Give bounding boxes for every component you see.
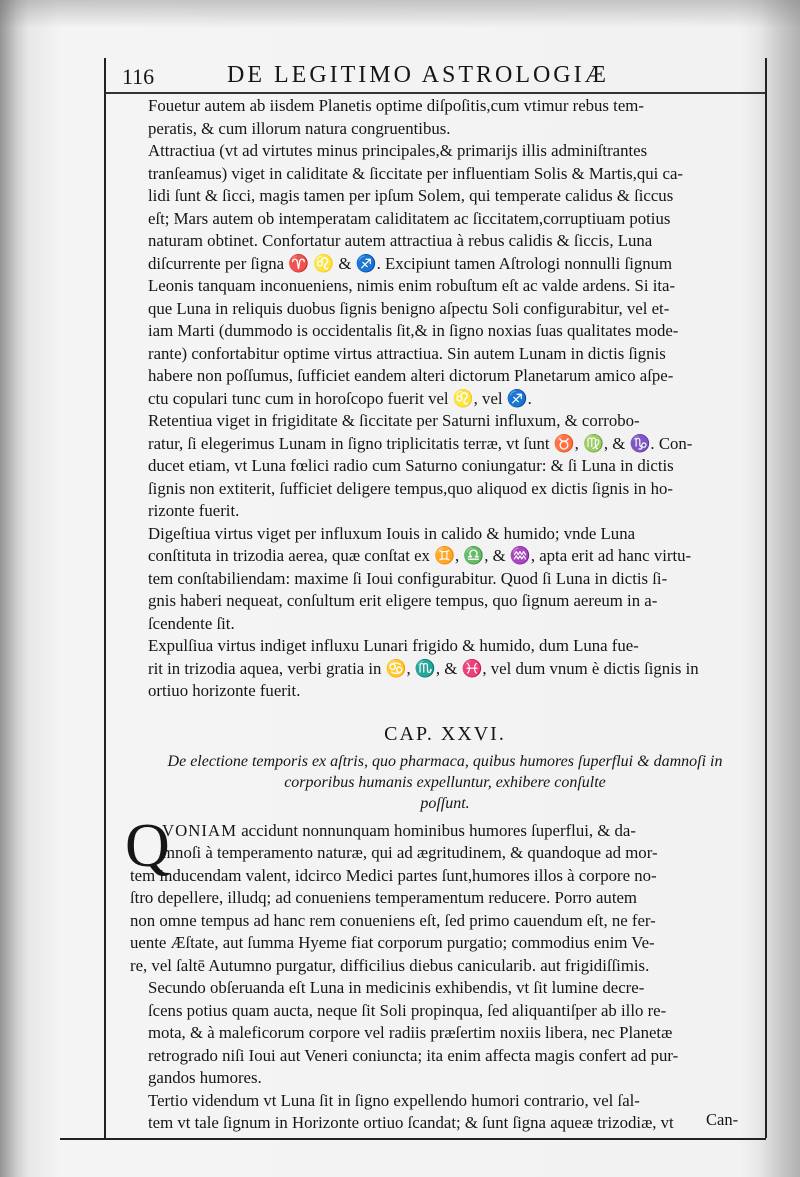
text-line: ctu copulari tunc cum in horoſcopo fuerit vel ♌, vel ♐. (148, 388, 532, 408)
text-line: non omne tempus ad hanc rem conueniens eſt, ſed primo cauendum eſt, ne fer- (130, 910, 656, 930)
text-line: rante) confortabitur optime virtus attractiua. Sin autem Lunam in dictis ſignis (148, 343, 666, 363)
text-line: tem inducendam valent, idcirco Medici partes ſunt,humores illos à corpore no- (130, 865, 657, 885)
text-line: ſcens potius quam aucta, neque ſit Soli propinqua, ſed aliquantiſper ab illo re- (148, 1000, 667, 1020)
text-line: Fouetur autem ab iisdem Planetis optime diſpoſitis,cum vtimur rebus tem- (148, 96, 644, 115)
text-line: mota, & à maleficorum corpore vel radiis præſertim noxiis libera, nec Planetæ (148, 1023, 673, 1042)
subtitle-line: poſſunt. (420, 794, 470, 812)
text-line: rit in trizodia aquea, verbi gratia in ♋, ♏, & ♓, vel dum vnum è dictis ſignis in (148, 658, 699, 678)
page-shadow-top (0, 0, 800, 28)
opening-word: VONIAM (162, 820, 237, 840)
text-line: uente Æſtate, aut ſumma Hyeme fiat corporum purgatio; commodius enim Ve- (130, 933, 655, 952)
page-shadow-left (0, 0, 28, 1177)
subtitle-line: De electione temporis ex aſtris, quo pharmaca, quibus humores ſuperflui & damnoſi in (167, 752, 723, 770)
frame-rule-bottom (60, 1138, 766, 1140)
text-line: tranſeamus) viget in caliditate & ſiccitate per influentiam Solis & Martis,qui ca- (148, 163, 683, 183)
header-rule (105, 92, 765, 94)
text-line: lidi ſunt & ſicci, magis tamen per ipſum Solem, qui temperate calidus & ſiccus (148, 186, 674, 205)
text-line: re, vel ſaltē Autumno purgatur, difficilius diebus canicularib. aut frigidiſſimis. (130, 955, 650, 975)
text-line: Secundo obſeruanda eſt Luna in medicinis exhibendis, vt ſit lumine decre- (148, 978, 645, 997)
chapter-heading: CAP. XXVI. (384, 722, 506, 745)
text-line: habere non poſſumus, ſufficiet eandem alteri dictorum Planetarum amico aſpe- (148, 366, 674, 385)
text-line: ortiuo horizonte fuerit. (148, 681, 301, 700)
text-line: diſcurrente per ſigna ♈ ♌ & ♐. Excipiunt tamen Aſtrologi nonnulli ſignum (148, 253, 673, 273)
running-head (110, 62, 765, 90)
running-title: DE LEGITIMO ASTROLOGIÆ (227, 62, 609, 88)
paragraph-2 (130, 140, 760, 410)
catchword: Can- (706, 1110, 739, 1129)
text-line: ſcendente ſit. (148, 613, 235, 633)
paragraph-5 (130, 635, 760, 703)
text-line: Digeſtiua virtus viget per influxum Iouis in calido & humido; vnde Luna (148, 523, 636, 543)
page-number: 116 (122, 64, 155, 89)
text-line: eſt; Mars autem ob intemperatam caliditatem ac ſiccitatem,corruptiuam potius (148, 208, 671, 228)
drop-cap-initial: Q (125, 811, 170, 880)
text-line: naturam obtinet. Confortatur autem attractiua à rebus calidis & ſiccis, Luna (148, 231, 653, 250)
chapter-subtitle (130, 751, 760, 814)
frame-rule-right (765, 58, 767, 1138)
text-line: Expulſiua virtus indiget influxu Lunari frigido & humido, dum Luna fue- (148, 636, 639, 655)
text-line: mnoſi à temperamento naturæ, qui ad ægritudinem, & quandoque ad mor- (162, 843, 658, 862)
text-line: Retentiua viget in frigiditate & ſiccitate per Saturni influxum, & corrobo- (148, 411, 640, 430)
text-line: ſtro depellere, illudq; ad conueniens temperamentum reducere. Porro autem (130, 888, 637, 907)
text-line: tem vt tale ſignum in Horizonte ortiuo ſcandat; & ſunt ſigna aqueæ trizodiæ, vt (148, 1113, 674, 1132)
text-line: ducet etiam, vt Luna fœlici radio cum Saturno coniungatur: & ſi Luna in dictis (148, 456, 674, 475)
chapter-paragraph-2 (130, 977, 760, 1090)
text-line: retrogrado niſi Ioui aut Veneri coniuncta; ita enim affecta magis confert ad pur- (148, 1045, 679, 1065)
text-line: tem conſtabiliendam: maxime ſi Ioui configurabitur. Quod ſi Luna in dictis ſi- (148, 568, 668, 588)
text-line: conſtituta in trizodia aerea, quæ conſtat ex ♊, ♎, & ♒, apta erit ad hanc virtu- (148, 546, 692, 565)
text-line: ſignis non extiterit, ſufficiet deligere tempus,quo aliquod ex dictis ſignis in ho- (148, 478, 673, 498)
text-line: Leonis tanquam inconueniens, nimis enim robuſtum eſt ac valde ardens. Si ita- (148, 276, 676, 295)
text-line: gandos humores. (148, 1068, 262, 1087)
text-line: iam Marti (dummodo is occidentalis ſit,& in ſigno noxias ſuas qualitates mode- (148, 321, 679, 340)
main-text (125, 95, 760, 1135)
text-line: rizonte fuerit. (148, 501, 240, 520)
text-line: Attractiua (vt ad virtutes minus principales,& primarijs illis adminiſtrantes (148, 141, 648, 160)
text-line-rest: accidunt nonnunquam hominibus humores ſuperflui, & da- (241, 820, 636, 840)
text-line: ratur, ſi elegerimus Lunam in ſigno triplicitatis terræ, vt ſunt ♉, ♍, & ♑. Con- (148, 433, 693, 453)
text-line: gnis haberi nequeat, conſultum erit eligere tempus, quo ſignum aereum in a- (148, 591, 658, 610)
frame-rule-left (104, 58, 106, 1138)
text-line: peratis, & cum illorum natura congruentibus. (148, 118, 451, 138)
paragraph-1 (130, 95, 760, 140)
subtitle-line: corporibus humanis expelluntur, exhibere conſulte (284, 773, 606, 791)
chapter-paragraph-1 (125, 811, 760, 978)
text-line: que Luna in reliquis duobus ſignis benigno aſpectu Soli configurabitur, vel et- (148, 298, 670, 318)
paragraph-3 (130, 410, 760, 523)
text-line (130, 820, 760, 843)
paragraph-4 (130, 523, 760, 636)
chapter-paragraph-3 (130, 1090, 760, 1135)
text-line: Tertio videndum vt Luna ſit in ſigno expellendo humori contrario, vel ſal- (148, 1090, 640, 1110)
